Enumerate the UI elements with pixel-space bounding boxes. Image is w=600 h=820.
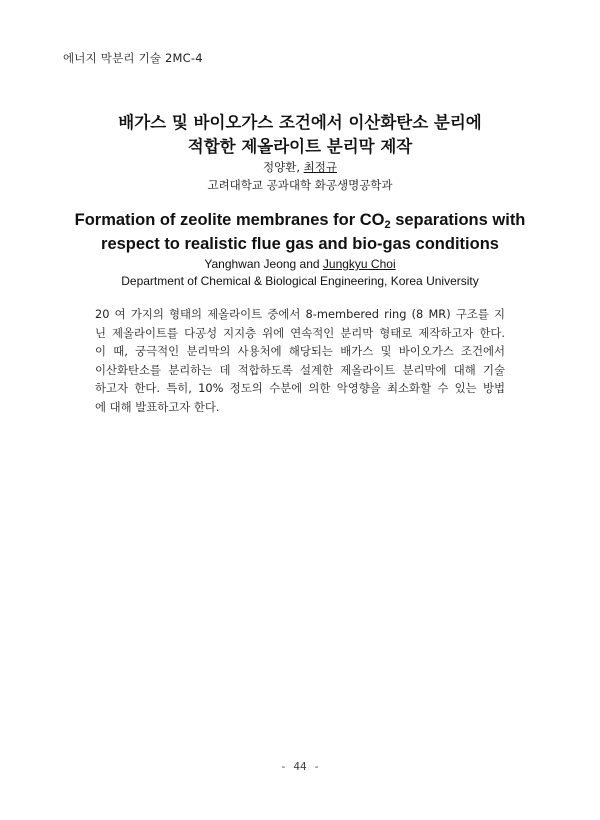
korean-author-separator: , (296, 160, 304, 174)
english-affiliation: Department of Chemical & Biological Engineering, Korea University (121, 274, 479, 288)
abstract-line: 20 여 가지의 형태의 제올라이트 중에서 8-membered ring (8 MR) 구조를 지 (95, 307, 505, 321)
abstract-line: 하고자 한다. 특히, 10% 정도의 수분에 의한 악영향을 최소화할 수 있는 방법 (95, 381, 505, 396)
abstract-line: 이산화탄소를 분리하는 데 적합하도록 설계한 제올라이트 분리막에 대해 기술 (95, 362, 505, 377)
abstract-line: 에 대해 발표하고자 한다. (95, 399, 220, 414)
korean-author-2: 최정규 (303, 160, 337, 174)
english-title-part-a: Formation of zeolite membranes for CO (74, 211, 385, 229)
abstract-line: 닌 제올라이트를 다공성 지지층 위에 연속적인 분리막 형태로 제작하고자 한다. (95, 325, 505, 340)
english-title-subscript: 2 (384, 219, 391, 231)
english-author-1: Yanghwan Jeong and (204, 257, 323, 271)
korean-author-1: 정양환 (263, 160, 297, 174)
korean-title-line1: 배가스 및 바이오가스 조건에서 이산화탄소 분리에 (118, 113, 482, 132)
korean-title-line2: 적합한 제올라이트 분리막 제작 (187, 137, 413, 156)
abstract-body (95, 305, 505, 417)
session-code: 에너지 막분리 기술 2MC-4 (63, 51, 203, 65)
english-title-line2: respect to realistic flue gas and bio-gas conditions (101, 235, 499, 253)
english-author-2: Jungkyu Choi (322, 257, 396, 271)
korean-authors (0, 159, 600, 175)
english-title-part-b: separations with (390, 211, 526, 229)
korean-affiliation: 고려대학교 공과대학 화공생명공학과 (207, 178, 393, 192)
abstract-line: 이 때, 궁극적인 분리막의 사용처에 해당되는 배가스 및 바이오가스 조건에서 (95, 344, 505, 359)
english-title-line1 (0, 208, 600, 232)
english-authors (0, 256, 600, 272)
page-number: - 44 - (280, 760, 320, 773)
